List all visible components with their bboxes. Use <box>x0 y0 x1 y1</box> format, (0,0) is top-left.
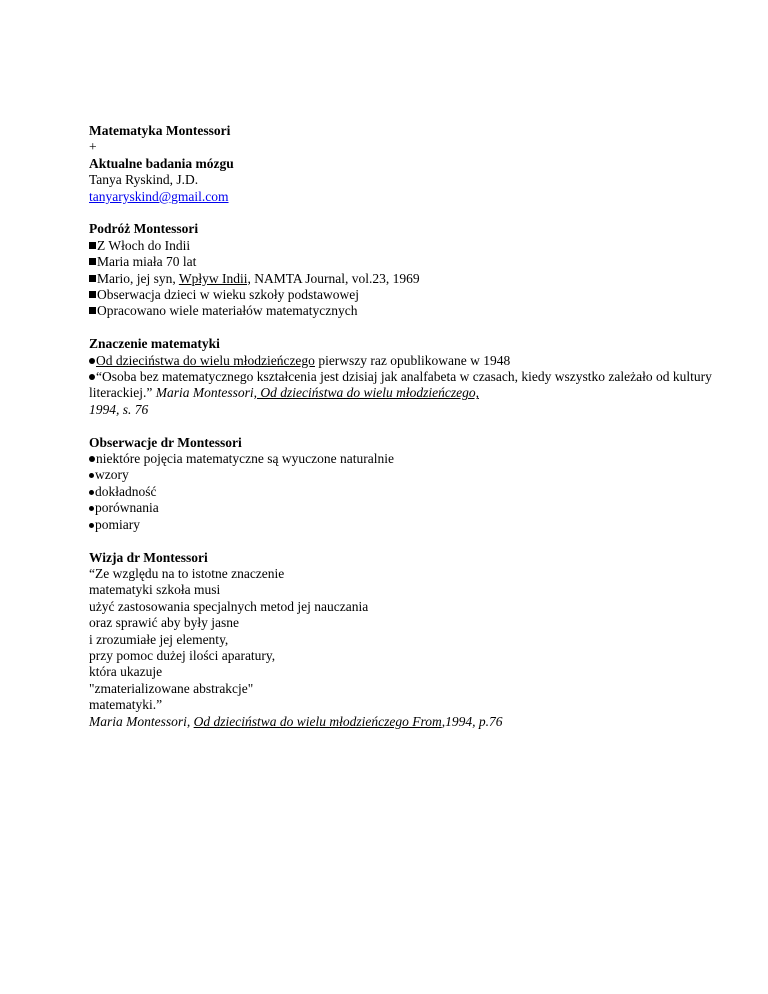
citation-author: Maria Montessori, <box>89 713 194 729</box>
list-item: Opracowano wiele materiałów matematycznych <box>89 303 729 319</box>
square-bullet-icon <box>89 258 96 265</box>
citation-year: ,1994, p.76 <box>441 713 503 729</box>
quote-line: która ukazuje <box>89 664 163 680</box>
list-item: porównania <box>89 500 729 516</box>
citation-book: Od dzieciństwa do wielu młodzieńczego, <box>256 385 479 401</box>
paragraph: Od dzieciństwa do wielu młodzieńczego pierwszy raz opublikowane w 1948 <box>89 353 729 369</box>
plus-sign: + <box>89 139 97 155</box>
book-title-link: Wpływ Indii, <box>178 270 251 286</box>
square-bullet-icon <box>89 275 96 282</box>
list-item: Obserwacja dzieci w wieku szkoły podstawowej <box>89 287 729 303</box>
citation-year: 1994, s. 76 <box>89 401 149 417</box>
list-item: Mario, jej syn, Wpływ Indii, NAMTA Journal, vol.23, 1969 <box>89 271 729 287</box>
book-title: Od dzieciństwa do wielu młodzieńczego <box>96 352 315 368</box>
round-bullet-icon <box>89 358 95 364</box>
author-name: Tanya Ryskind, J.D. <box>89 172 199 188</box>
small-bullet-icon <box>89 490 94 495</box>
square-bullet-icon <box>89 291 96 298</box>
quote-line: przy pomoc dużej ilości aparatury, <box>89 647 276 663</box>
list-item: wzory <box>89 467 729 483</box>
quote-line: oraz sprawić aby były jasne <box>89 615 239 631</box>
list-item: dokładność <box>89 484 729 500</box>
quote-line: użyć zastosowania specjalnych metod jej nauczania <box>89 598 369 614</box>
small-bullet-icon <box>89 506 94 511</box>
square-bullet-icon <box>89 307 96 314</box>
quote-line: "zmaterializowane abstrakcje" <box>89 680 254 696</box>
citation-book: Od dzieciństwa do wielu młodzieńczego From <box>193 713 442 729</box>
section-heading-importance: Znaczenie matematyki <box>89 336 220 352</box>
citation-author: Maria Montessori, <box>155 385 257 401</box>
quote-line: i zrozumiałe jej elementy, <box>89 631 229 647</box>
quote-line: “Ze względu na to istotne znaczenie <box>89 565 285 581</box>
section-heading-journey: Podróż Montessori <box>89 221 199 237</box>
list-item: Z Włoch do Indii <box>89 238 729 254</box>
square-bullet-icon <box>89 242 96 249</box>
list-item: Maria miała 70 lat <box>89 254 729 270</box>
section-heading-vision: Wizja dr Montessori <box>89 549 208 565</box>
round-bullet-icon <box>89 456 95 462</box>
quote-line: matematyki.” <box>89 697 163 713</box>
list-item: niektóre pojęcia matematyczne są wyuczone naturalnie <box>89 451 729 467</box>
document-subtitle: Aktualne badania mózgu <box>89 155 234 171</box>
document-page <box>89 123 729 730</box>
small-bullet-icon <box>89 473 94 478</box>
section-heading-observations: Obserwacje dr Montessori <box>89 434 242 450</box>
round-bullet-icon <box>89 374 95 380</box>
document-title: Matematyka Montessori <box>89 123 231 138</box>
small-bullet-icon <box>89 523 94 528</box>
citation-line <box>89 714 729 730</box>
email-link[interactable]: tanyaryskind@gmail.com <box>89 188 229 204</box>
quote-line: matematyki szkoła musi <box>89 582 221 598</box>
quote-paragraph: “Osoba bez matematycznego kształcenia jest dzisiaj jak analfabeta w czasach, kiedy wszystko zależało od kultury literackiej.” Maria Montessori, Od dzieciństwa do wielu młodzieńczego, 1994, s. 76 <box>89 369 712 417</box>
list-item: pomiary <box>89 517 729 533</box>
